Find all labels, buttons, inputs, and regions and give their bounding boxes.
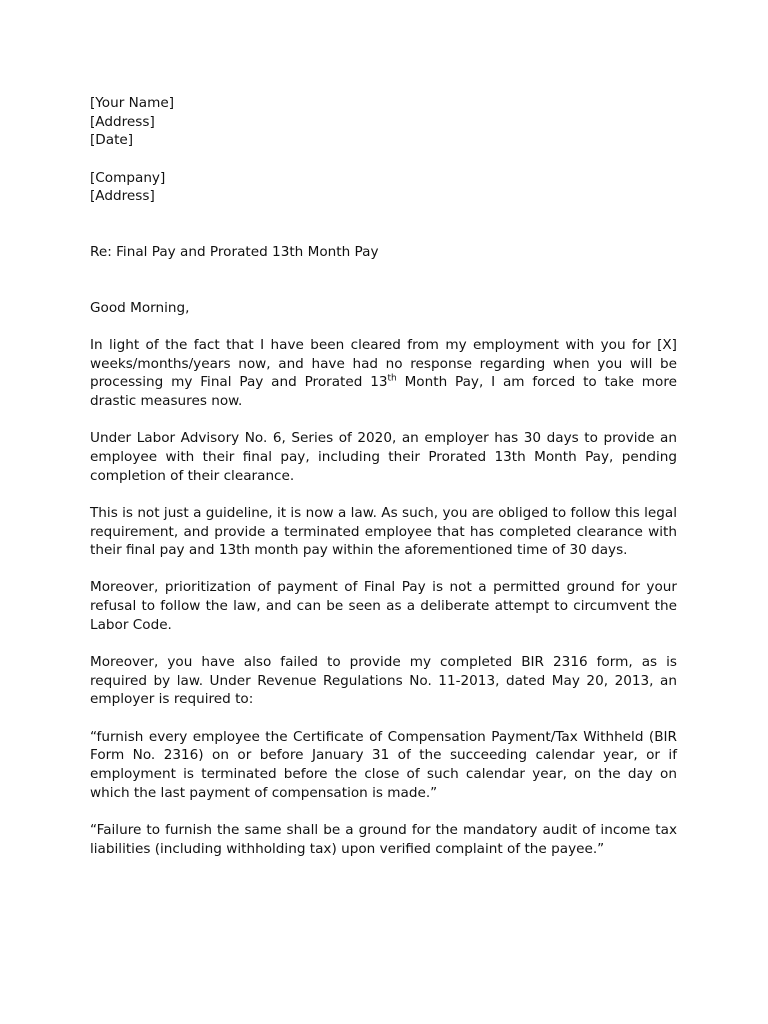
subject-line: Re: Final Pay and Prorated 13th Month Pay (90, 244, 379, 261)
paragraph-1-text-a: In light of the fact that I have been cleared from my employment with you for [X] weeks/months/years now, and have had no response regarding when you will be processing my Final Pay and Prorated 13 (90, 336, 677, 391)
quote-paragraph-2: “Failure to furnish the same shall be a ground for the mandatory audit of income tax liabilities (including withholding tax) upon verified complaint of the payee.” (90, 821, 677, 857)
sender-block (90, 94, 677, 150)
paragraph-3: This is not just a guideline, it is now a law. As such, you are obliged to follow this legal requirement, and provide a terminated employee that has completed clearance with their final pay and 13th month pay within the aforementioned time of 30 days. (90, 504, 677, 559)
recipient-company: [Company] (90, 169, 166, 186)
ordinal-superscript: th (387, 373, 397, 384)
paragraph-1-text-b: Month Pay, I am forced to take more drastic measures now. (90, 374, 677, 410)
paragraph-4: Moreover, prioritization of payment of Final Pay is not a permitted ground for your refusal to follow the law, and can be seen as a deliberate attempt to circumvent the Labor Code. (90, 579, 677, 633)
sender-name: [Your Name] (90, 95, 175, 111)
letter-document (90, 94, 677, 858)
paragraph-1 (90, 336, 677, 411)
greeting: Good Morning, (90, 299, 190, 316)
quote-paragraph-1: “furnish every employee the Certificate of Compensation Payment/Tax Withheld (BIR Form No. 2316) on or before January 31 of the succeeding calendar year, or if employment is terminated before the close of such calendar year, on the day on which the last payment of compensation is made.” (90, 728, 677, 801)
letter-date: [Date] (90, 132, 134, 149)
paragraph-5: Moreover, you have also failed to provide my completed BIR 2316 form, as is required by law. Under Revenue Regulations No. 11-2013, dated May 20, 2013, an employer is required to: (90, 654, 677, 708)
recipient-address: [Address] (90, 188, 155, 205)
recipient-block (90, 169, 677, 206)
sender-address: [Address] (90, 113, 155, 130)
paragraph-2: Under Labor Advisory No. 6, Series of 2020, an employer has 30 days to provide an employee with their final pay, including their Prorated 13th Month Pay, pending completion of their clearance. (90, 430, 677, 484)
